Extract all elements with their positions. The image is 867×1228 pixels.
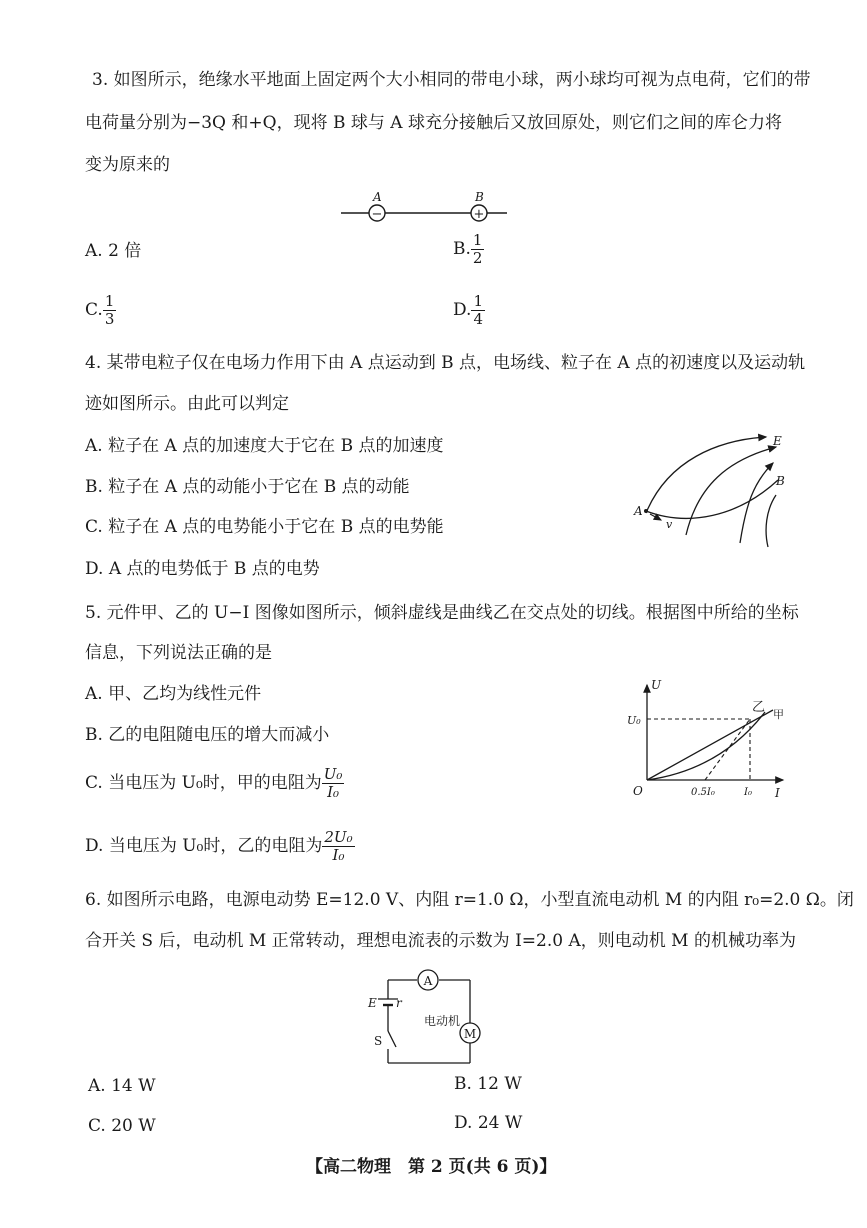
q4-option-d: D. A 点的电势低于 B 点的电势 xyxy=(85,559,320,579)
label-yi: 乙 xyxy=(752,700,766,715)
q3-option-b: B. $\frac{1}{2}$ xyxy=(453,231,483,267)
q4-option-a: A. 粒子在 A 点的加速度大于它在 B 点的加速度 xyxy=(85,436,444,456)
q3-stem-line1: 3. 如图所示，绝缘水平地面上固定两个大小相同的带电小球，两小球均可视为点电荷，它们的带 xyxy=(92,70,811,90)
q6-stem-line2: 合开关 S 后，电动机 M 正常转动，理想电流表的示数为 I=2.0 A，则电动机 M 的机械功率为 xyxy=(85,931,796,951)
label-e: E xyxy=(773,434,782,448)
label-u0: U₀ xyxy=(627,714,641,727)
switch-blade xyxy=(388,1031,396,1047)
q4-option-c: C. 粒子在 A 点的电势能小于它在 B 点的电势能 xyxy=(85,517,444,537)
field-line-2 xyxy=(686,447,776,535)
q3-stem-line2: 电荷量分别为−3Q 和+Q，现将 B 球与 A 球充分接触后又放回原处，则它们之间的库仑力将 xyxy=(85,113,782,133)
q6-circuit-figure xyxy=(358,965,488,1070)
q5-option-d: D. 当电压为 U₀时，乙的电阻为 $\frac{\text{2U₀}}{\text{I₀}}$ xyxy=(85,828,353,864)
q6-option-a: A. 14 W xyxy=(88,1076,156,1096)
q5-ui-graph xyxy=(625,675,790,800)
q3-option-c: C. $\frac{1}{3}$ xyxy=(85,292,115,328)
page-footer: 【高二物理 第 2 页(共 6 页)】 xyxy=(306,1157,557,1177)
q4-stem-line1: 4. 某带电粒子仅在电场力作用下由 A 点运动到 B 点，电场线、粒子在 A 点的初速度以及运动轨 xyxy=(85,353,806,373)
q6-option-c: C. 20 W xyxy=(88,1116,156,1136)
label-i0: I₀ xyxy=(744,787,752,798)
label-half-i0: 0.5I₀ xyxy=(691,787,715,798)
q3-charges-figure xyxy=(335,188,515,228)
label-i: I xyxy=(775,786,780,800)
q4-option-b: B. 粒子在 A 点的动能小于它在 B 点的动能 xyxy=(85,477,410,497)
label-r: r xyxy=(396,996,402,1010)
ball-a-label: A xyxy=(373,190,382,204)
ball-b-label: B xyxy=(475,190,484,204)
q5-stem-line1: 5. 元件甲、乙的 U−I 图像如图所示，倾斜虚线是曲线乙在交点处的切线。根据图中所给的坐标 xyxy=(85,603,799,623)
ammeter-label: A xyxy=(423,974,433,988)
motor-symbol: M xyxy=(463,1027,477,1041)
q3-option-d: D. $\frac{1}{4}$ xyxy=(453,292,483,328)
q4-stem-line2: 迹如图所示。由此可以判定 xyxy=(85,394,289,414)
label-jia: 甲 xyxy=(773,708,784,721)
label-a: A xyxy=(634,504,643,518)
label-b: B xyxy=(776,474,785,488)
field-line-4 xyxy=(766,495,776,547)
label-motor: 电动机 xyxy=(424,1014,461,1028)
label-v: v xyxy=(666,518,673,531)
q5-option-b: B. 乙的电阻随电压的增大而减小 xyxy=(85,725,330,745)
q5-option-a: A. 甲、乙均为线性元件 xyxy=(85,684,262,704)
tangent-line xyxy=(705,719,750,780)
q6-stem-line1: 6. 如图所示电路，电源电动势 E=12.0 V、内阻 r=1.0 Ω，小型直流电动机 M 的内阻 r₀=2.0 Ω。闭 xyxy=(85,890,854,910)
q5-option-c: C. 当电压为 U₀时，甲的电阻为 $\frac{\text{U₀}}{\text{I₀}}$ xyxy=(85,765,343,801)
label-s: S xyxy=(374,1034,383,1048)
label-o: O xyxy=(633,784,643,798)
q4-field-figure xyxy=(628,425,793,550)
ball-b-sign: + xyxy=(473,207,485,222)
q5-stem-line2: 信息，下列说法正确的是 xyxy=(85,643,272,663)
q3-stem-line3: 变为原来的 xyxy=(85,155,170,175)
q6-option-d: D. 24 W xyxy=(454,1113,523,1133)
q3-option-a: A. 2 倍 xyxy=(85,241,142,261)
ball-a-sign: − xyxy=(371,207,383,222)
label-u: U xyxy=(651,678,662,692)
q6-option-b: B. 12 W xyxy=(454,1074,522,1094)
trajectory xyxy=(646,480,778,518)
curve-jia xyxy=(647,710,773,780)
label-e: E xyxy=(368,996,377,1010)
